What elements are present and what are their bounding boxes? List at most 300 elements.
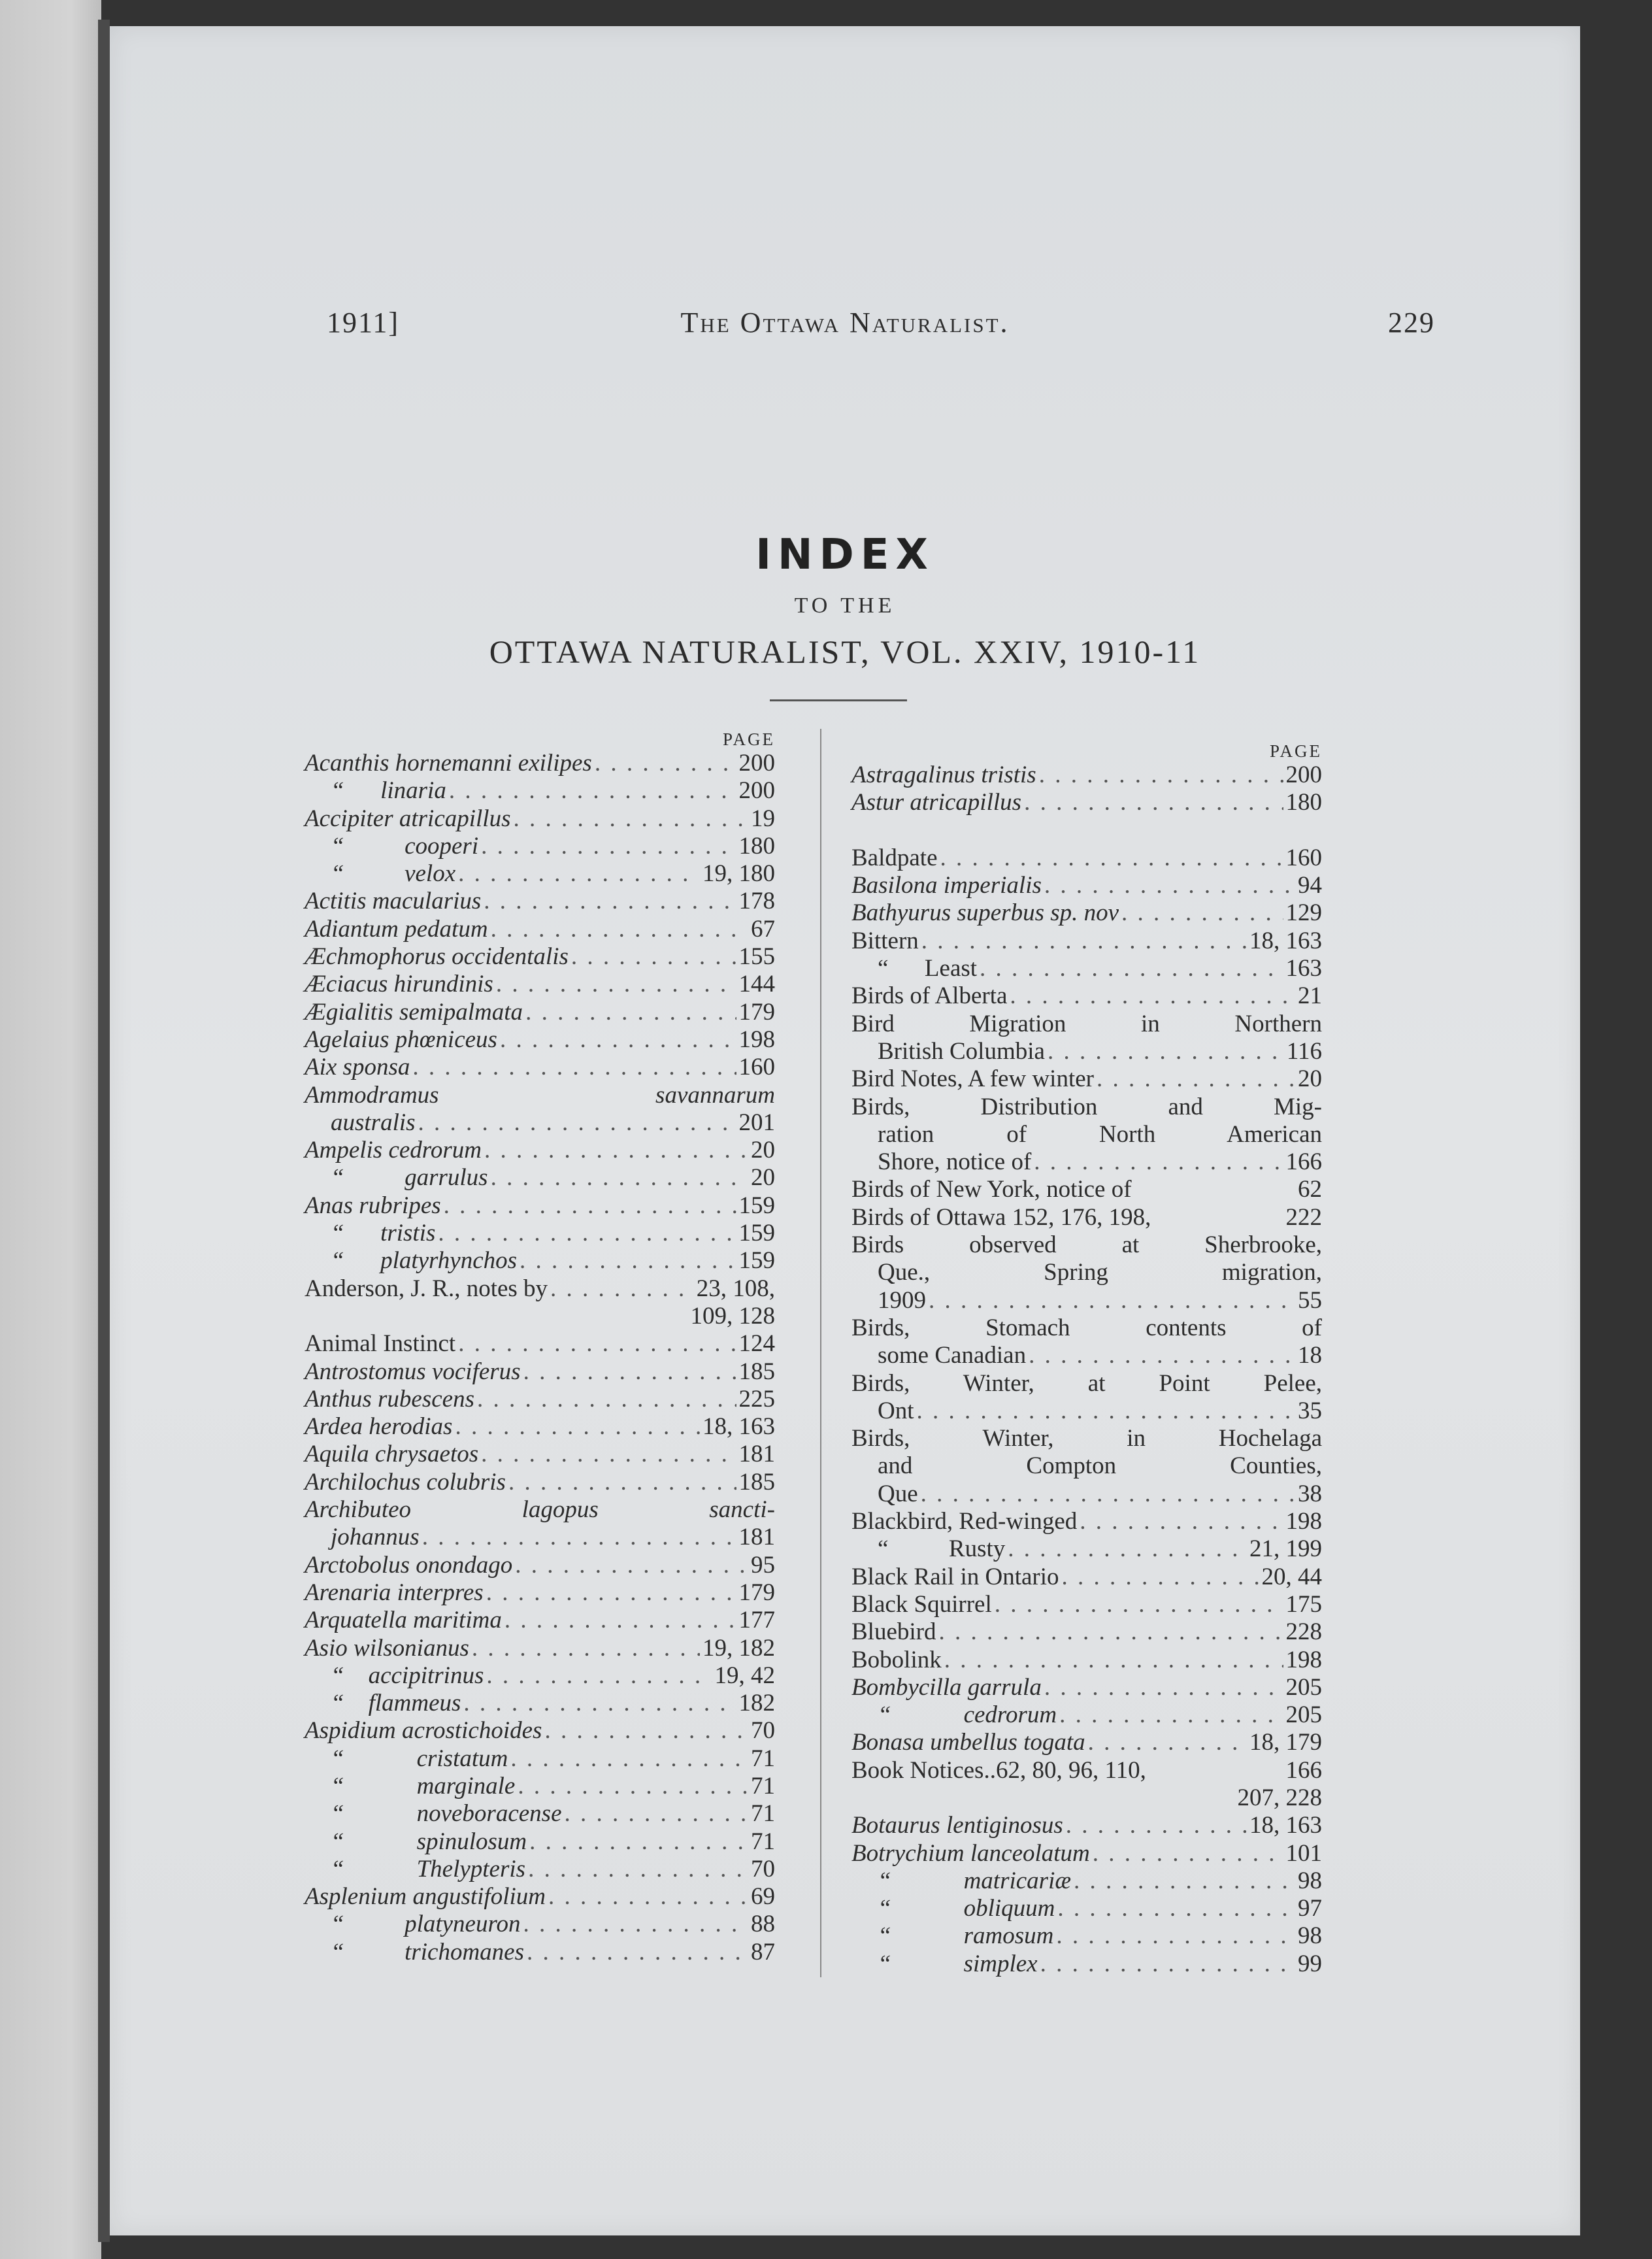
- entry-page-ref: 20, 44: [1261, 1563, 1322, 1590]
- entry-term: “ matricariæ: [878, 1867, 1072, 1894]
- entry-term: Æciacus hirundinis: [305, 971, 493, 998]
- entry-page-ref: 201: [738, 1109, 775, 1136]
- binding-gutter: [98, 20, 110, 2242]
- entry-leader: [1008, 1535, 1247, 1563]
- index-entry: [305, 750, 775, 777]
- entry-leader: [1121, 899, 1283, 927]
- entry-term: “ simplex: [878, 1950, 1038, 1977]
- entry-page-ref: 18, 163: [1249, 927, 1322, 954]
- index-entry: [305, 916, 775, 943]
- entry-term: Que., Spring migration,: [878, 1259, 1322, 1286]
- entry-term: “ cooperi: [331, 832, 479, 860]
- entry-page-ref: 88: [751, 1911, 775, 1938]
- entry-term: Birds, Winter, at Point Pelee,: [851, 1369, 1322, 1397]
- entry-term: Accipiter atricapillus: [305, 805, 511, 832]
- index-entry: [851, 845, 1322, 872]
- entry-term: “ spinulosum: [331, 1828, 527, 1855]
- entry-leader: [484, 1137, 748, 1164]
- entry-term: Birds, Stomach contents of: [851, 1314, 1322, 1341]
- entry-term: Bittern: [851, 927, 919, 954]
- index-entry: [851, 1812, 1322, 1839]
- entry-term: Black Squirrel: [851, 1590, 992, 1618]
- entry-term: Arquatella maritima: [305, 1607, 502, 1634]
- entry-leader: [1080, 1508, 1283, 1535]
- entry-term: “ flammeus: [331, 1690, 461, 1717]
- entry-term: “ velox: [331, 860, 456, 888]
- entry-page-ref: 180: [738, 832, 775, 860]
- entry-term: Arctobolus onondago: [305, 1551, 513, 1579]
- entry-leader: [477, 1386, 736, 1413]
- entry-leader: [486, 1662, 712, 1690]
- entry-leader: [444, 1192, 736, 1220]
- entry-term: Ammodramus savannarum: [305, 1081, 775, 1109]
- facing-page-edge: [0, 0, 101, 2259]
- entry-term: Black Rail in Ontario: [851, 1563, 1059, 1590]
- entry-term: Birds observed at Sherbrooke,: [851, 1231, 1322, 1259]
- entry-term: Agelaius phœniceus: [305, 1026, 497, 1053]
- entry-term: Anas rubripes: [305, 1192, 441, 1219]
- entry-term: Birds of New York, notice of: [851, 1176, 1132, 1203]
- entry-page-ref: 225: [738, 1385, 775, 1413]
- entry-page-ref: 19, 180: [702, 860, 775, 888]
- index-entry: [851, 1840, 1322, 1867]
- entry-leader: [917, 1397, 1296, 1425]
- entry-leader: [1059, 1701, 1283, 1729]
- entry-page-ref: 20: [751, 1164, 775, 1192]
- index-entry: [851, 1452, 1322, 1480]
- index-entry: [851, 1481, 1322, 1508]
- index-column-left: [305, 729, 775, 1966]
- entry-term: Acanthis hornemanni exilipes: [305, 750, 592, 777]
- entry-page-ref: 179: [738, 998, 775, 1026]
- entry-leader: [944, 1647, 1283, 1674]
- entry-term: 1909: [878, 1286, 926, 1314]
- entry-leader: [1088, 1729, 1247, 1756]
- entry-leader: [565, 1800, 749, 1828]
- index-column-right: [851, 729, 1322, 1978]
- entry-page-ref: 175: [1285, 1590, 1322, 1618]
- entry-term: Astur atricapillus: [851, 789, 1022, 816]
- entry-term: Que: [878, 1480, 918, 1507]
- entry-term: “ platyrhynchos: [331, 1247, 518, 1275]
- entry-term: “ cedrorum: [878, 1701, 1057, 1729]
- entry-term: Blackbird, Red-winged: [851, 1508, 1078, 1535]
- entry-page-ref: 178: [738, 888, 775, 915]
- entry-page-ref: 21: [1298, 982, 1322, 1010]
- entry-leader: [995, 1591, 1283, 1618]
- page-column-label: PAGE: [1269, 741, 1322, 761]
- entry-page-ref: 21, 199: [1249, 1535, 1322, 1563]
- entry-page-ref: 185: [738, 1468, 775, 1496]
- entry-leader: [1066, 1812, 1247, 1839]
- index-entry: [851, 1342, 1322, 1369]
- index-entry: [851, 1011, 1322, 1038]
- entry-leader: [1040, 1950, 1295, 1978]
- entry-page-ref: 109, 128: [690, 1302, 775, 1330]
- entry-term: and Compton Counties,: [878, 1452, 1322, 1480]
- index-entry: [305, 1358, 775, 1386]
- entry-term: Asplenium angustifolium: [305, 1883, 546, 1911]
- entry-term: some Canadian: [878, 1342, 1027, 1369]
- index-entry: [305, 805, 775, 833]
- entry-page-ref: 181: [738, 1524, 775, 1551]
- entry-leader: [1024, 789, 1283, 816]
- entry-leader: [438, 1220, 736, 1247]
- index-entry: [851, 1231, 1322, 1259]
- entry-page-ref: 62: [1298, 1176, 1322, 1203]
- entry-leader: [980, 955, 1283, 982]
- entry-term: Baldpate: [851, 844, 938, 871]
- index-entry: [305, 1330, 775, 1358]
- index-entry: [305, 1552, 775, 1579]
- index-entry: [851, 1314, 1322, 1342]
- entry-term: Actitis macularius: [305, 888, 482, 915]
- entry-term: johannus: [331, 1524, 420, 1551]
- entry-term: “ marginale: [331, 1772, 516, 1799]
- index-entry: [305, 1082, 775, 1109]
- entry-term: Æchmophorus occidentalis: [305, 943, 569, 971]
- entry-leader: [1048, 1038, 1284, 1065]
- entry-term: Book Notices..62, 80, 96, 110,: [851, 1756, 1146, 1784]
- index-entry: [851, 1950, 1322, 1978]
- entry-page-ref: 159: [738, 1247, 775, 1275]
- entry-leader: [496, 971, 736, 998]
- index-entry: [305, 1164, 775, 1192]
- entry-term: Ont: [878, 1397, 914, 1424]
- index-entry: [851, 1204, 1322, 1231]
- entry-term: Antrostomus vociferus: [305, 1358, 521, 1385]
- entry-page-ref: 55: [1298, 1286, 1322, 1314]
- entry-leader: [1093, 1840, 1283, 1867]
- entry-term: australis: [331, 1109, 416, 1136]
- entry-leader: [938, 1618, 1283, 1646]
- index-entry: [305, 1662, 775, 1690]
- entry-page-ref: 166: [1285, 1148, 1322, 1176]
- entry-page-ref: 129: [1285, 899, 1322, 927]
- entry-page-ref: 200: [738, 750, 775, 777]
- index-entry: [305, 1192, 775, 1220]
- entry-leader: [544, 1717, 748, 1745]
- entry-page-ref: 200: [738, 777, 775, 805]
- entry-leader: [571, 943, 736, 971]
- running-head-title: The Ottawa Naturalist.: [680, 307, 1010, 339]
- index-entry: [851, 1038, 1322, 1065]
- index-entry: [305, 1054, 775, 1081]
- index-entry: [305, 1386, 775, 1413]
- entry-page-ref: 205: [1285, 1701, 1322, 1729]
- entry-term: Birds of Alberta: [851, 982, 1008, 1010]
- index-entry: [851, 1094, 1322, 1121]
- entry-leader: [1074, 1867, 1295, 1895]
- index-entry: [305, 1109, 775, 1137]
- index-entry: [851, 899, 1322, 927]
- entry-page-ref: 185: [738, 1358, 775, 1385]
- index-entry: [851, 872, 1322, 899]
- entry-term: Bombycilla garrula: [851, 1673, 1042, 1701]
- index-entry: [851, 1425, 1322, 1452]
- index-entry: [851, 982, 1322, 1010]
- index-entry: [305, 1773, 775, 1800]
- index-entry: [851, 928, 1322, 955]
- entry-leader: [1062, 1564, 1259, 1591]
- entry-leader: [484, 888, 736, 915]
- index-entry: [851, 1784, 1322, 1812]
- entry-term: Bobolink: [851, 1646, 942, 1673]
- index-entry: [305, 1220, 775, 1247]
- entry-page-ref: 159: [738, 1192, 775, 1219]
- volume-title: OTTAWA NATURALIST, VOL. XXIV, 1910-11: [489, 633, 1201, 670]
- entry-leader: [527, 1939, 748, 1966]
- entry-page-ref: 95: [751, 1551, 775, 1579]
- entry-leader: [412, 1054, 736, 1081]
- index-entry: [851, 1148, 1322, 1176]
- index-entry: [851, 1370, 1322, 1397]
- entry-leader: [449, 777, 736, 805]
- index-entry: [851, 1701, 1322, 1729]
- index-entry: [851, 1535, 1322, 1563]
- index-entry: [851, 789, 1322, 816]
- entry-term: Arenaria interpres: [305, 1579, 484, 1606]
- index-entry: [305, 1607, 775, 1634]
- entry-page-ref: 228: [1285, 1618, 1322, 1646]
- index-entry: [305, 1800, 775, 1828]
- entry-page-ref: 70: [751, 1855, 775, 1882]
- entry-term: Aix sponsa: [305, 1054, 410, 1081]
- index-heading: INDEX: [755, 531, 934, 579]
- index-entry: [305, 888, 775, 915]
- entry-page-ref: 159: [738, 1220, 775, 1247]
- entry-page-ref: 70: [751, 1717, 775, 1745]
- index-entry: [851, 1508, 1322, 1535]
- index-entry: [851, 955, 1322, 982]
- entry-page-ref: 166: [1285, 1756, 1322, 1784]
- entry-page-ref: 198: [1285, 1646, 1322, 1673]
- entry-leader: [1097, 1065, 1295, 1093]
- entry-page-ref: 179: [738, 1579, 775, 1606]
- index-entry: [305, 1745, 775, 1773]
- entry-term: “ noveboracense: [331, 1800, 562, 1828]
- entry-leader: [525, 999, 736, 1026]
- index-entry: [851, 1121, 1322, 1148]
- entry-leader: [508, 1469, 736, 1496]
- index-entry: [305, 777, 775, 805]
- index-entry: [305, 1717, 775, 1745]
- entry-term: Asio wilsonianus: [305, 1634, 469, 1662]
- entry-leader: [529, 1828, 748, 1856]
- index-entry: [851, 1895, 1322, 1922]
- entry-term: “ accipitrinus: [331, 1662, 484, 1689]
- index-entry: [305, 999, 775, 1026]
- index-entry: [305, 1635, 775, 1662]
- index-entry: [305, 1828, 775, 1856]
- entry-leader: [1010, 982, 1295, 1010]
- index-entry: [851, 761, 1322, 789]
- entry-leader: [422, 1524, 736, 1551]
- entry-term: “ tristis: [331, 1220, 436, 1247]
- entry-leader: [481, 1441, 736, 1468]
- entry-leader: [1057, 1895, 1295, 1922]
- entry-page-ref: 18: [1298, 1342, 1322, 1369]
- entry-term: Aquila chrysaetos: [305, 1441, 479, 1468]
- entry-page-ref: 23, 108,: [696, 1275, 775, 1302]
- index-entry: [305, 1579, 775, 1607]
- entry-term: “ Least: [878, 955, 978, 982]
- index-entry: [305, 1469, 775, 1496]
- column-divider: [820, 729, 821, 1977]
- entry-page-ref: 144: [738, 971, 775, 998]
- running-head-year: 1911]: [327, 307, 400, 339]
- entry-gap: [851, 817, 1322, 845]
- entry-page-ref: 20: [1298, 1065, 1322, 1093]
- index-entry: [305, 1939, 775, 1966]
- entry-leader: [1044, 1674, 1283, 1701]
- entry-term: Anderson, J. R., notes by: [305, 1275, 548, 1302]
- entry-term: “ Thelypteris: [331, 1855, 526, 1882]
- entry-page-ref: 71: [751, 1828, 775, 1855]
- index-entry: [851, 1591, 1322, 1618]
- entry-leader: [515, 1552, 748, 1579]
- index-entry: [305, 1496, 775, 1524]
- entry-page-ref: 198: [738, 1026, 775, 1053]
- entry-page-ref: 97: [1298, 1895, 1322, 1922]
- entry-leader: [523, 1911, 748, 1938]
- index-entry: [851, 1647, 1322, 1674]
- entry-term: Bonasa umbellus togata: [851, 1729, 1085, 1756]
- entry-term: Bird Notes, A few winter: [851, 1065, 1094, 1093]
- index-entry: [851, 1065, 1322, 1093]
- index-entry: [305, 1026, 775, 1054]
- entry-leader: [550, 1275, 694, 1303]
- entry-leader: [595, 750, 736, 777]
- index-entry: [305, 1856, 775, 1883]
- entry-page-ref: 71: [751, 1800, 775, 1828]
- entry-leader: [500, 1026, 736, 1054]
- entry-leader: [940, 845, 1283, 872]
- entry-leader: [481, 833, 736, 860]
- entry-term: ration of North American: [878, 1120, 1322, 1148]
- entry-page-ref: 124: [738, 1330, 775, 1358]
- entry-page-ref: 87: [751, 1938, 775, 1966]
- entry-page-ref: 38: [1298, 1480, 1322, 1507]
- entry-term: Ægialitis semipalmata: [305, 998, 523, 1026]
- entry-leader: [1029, 1342, 1295, 1369]
- entry-page-ref: 155: [738, 943, 775, 971]
- index-entry: [305, 971, 775, 998]
- entry-term: “ obliquum: [878, 1895, 1055, 1922]
- entry-leader: [921, 928, 1247, 955]
- entry-leader: [463, 1690, 736, 1717]
- entry-page-ref: 177: [738, 1607, 775, 1634]
- entry-page-ref: 98: [1298, 1922, 1322, 1950]
- page-number: 229: [1388, 307, 1435, 339]
- entry-term: Archibuteo lagopus sancti-: [305, 1496, 775, 1524]
- entry-term: “ ramosum: [878, 1922, 1054, 1950]
- entry-term: Ampelis cedrorum: [305, 1137, 482, 1164]
- page-column-label: PAGE: [722, 729, 775, 749]
- entry-term: Anthus rubescens: [305, 1385, 474, 1413]
- entry-page-ref: 116: [1286, 1037, 1322, 1065]
- index-page: [110, 26, 1580, 2235]
- entry-leader: [1039, 761, 1283, 789]
- entry-page-ref: 69: [751, 1883, 775, 1911]
- entry-page-ref: 182: [738, 1690, 775, 1717]
- index-entry: [305, 1275, 775, 1303]
- index-subheading: TO THE: [794, 594, 896, 618]
- entry-leader: [528, 1856, 748, 1883]
- entry-term: Archilochus colubris: [305, 1468, 506, 1496]
- entry-leader: [1044, 872, 1295, 899]
- entry-term: “ linaria: [331, 777, 446, 805]
- entry-page-ref: 67: [751, 915, 775, 943]
- entry-page-ref: 101: [1285, 1839, 1322, 1867]
- entry-term: Bird Migration in Northern: [851, 1010, 1322, 1037]
- entry-term: Aspidium acrostichoides: [305, 1717, 542, 1745]
- entry-page-ref: 180: [1285, 789, 1322, 816]
- entry-list-left: [305, 750, 775, 1966]
- entry-page-ref: 160: [1285, 844, 1322, 871]
- index-entry: [851, 1674, 1322, 1701]
- index-entry: [851, 1922, 1322, 1950]
- entry-leader: [518, 1773, 748, 1800]
- entry-page-ref: 160: [738, 1054, 775, 1081]
- entry-leader: [520, 1247, 736, 1275]
- entry-page-ref: 198: [1285, 1508, 1322, 1535]
- entry-term: Bathyurus superbus sp. nov: [851, 899, 1119, 927]
- entry-leader: [929, 1287, 1295, 1314]
- entry-page-ref: 71: [751, 1772, 775, 1799]
- index-entry: [305, 860, 775, 888]
- entry-page-ref: 35: [1298, 1397, 1322, 1424]
- index-entry: [851, 1564, 1322, 1591]
- index-entry: [305, 1524, 775, 1551]
- entry-page-ref: 19, 182: [702, 1634, 775, 1662]
- index-entry: [305, 1413, 775, 1441]
- entry-page-ref: 19: [751, 805, 775, 832]
- entry-leader: [504, 1607, 736, 1634]
- entry-leader: [472, 1635, 700, 1662]
- entry-term: Astragalinus tristis: [851, 761, 1036, 788]
- entry-term: “ trichomanes: [331, 1938, 524, 1966]
- title-rule: [770, 699, 907, 701]
- entry-leader: [458, 860, 700, 888]
- index-entry: [851, 1259, 1322, 1286]
- index-entry: [305, 1911, 775, 1938]
- index-entry: [851, 1867, 1322, 1895]
- entry-page-ref: 98: [1298, 1867, 1322, 1894]
- entry-page-ref: 19, 42: [714, 1662, 775, 1689]
- entry-list-right: [851, 761, 1322, 1978]
- entry-page-ref: 94: [1298, 872, 1322, 899]
- entry-term: Shore, notice of: [878, 1148, 1032, 1176]
- entry-page-ref: 99: [1298, 1950, 1322, 1977]
- entry-leader: [486, 1579, 736, 1607]
- entry-leader: [458, 1330, 736, 1358]
- entry-leader: [491, 1164, 748, 1192]
- index-entry: [305, 1883, 775, 1911]
- entry-term: Botrychium lanceolatum: [851, 1839, 1090, 1867]
- entry-term: “ platyneuron: [331, 1911, 521, 1938]
- index-entry: [305, 1247, 775, 1275]
- entry-term: Basilona imperialis: [851, 872, 1042, 899]
- index-entry: [305, 943, 775, 971]
- entry-page-ref: 20: [751, 1137, 775, 1164]
- entry-leader: [418, 1109, 736, 1137]
- entry-leader: [1034, 1148, 1283, 1176]
- index-entry: [851, 1757, 1322, 1784]
- entry-term: “ garrulus: [331, 1164, 488, 1192]
- entry-term: Animal Instinct: [305, 1330, 456, 1358]
- entry-term: “ cristatum: [331, 1745, 508, 1772]
